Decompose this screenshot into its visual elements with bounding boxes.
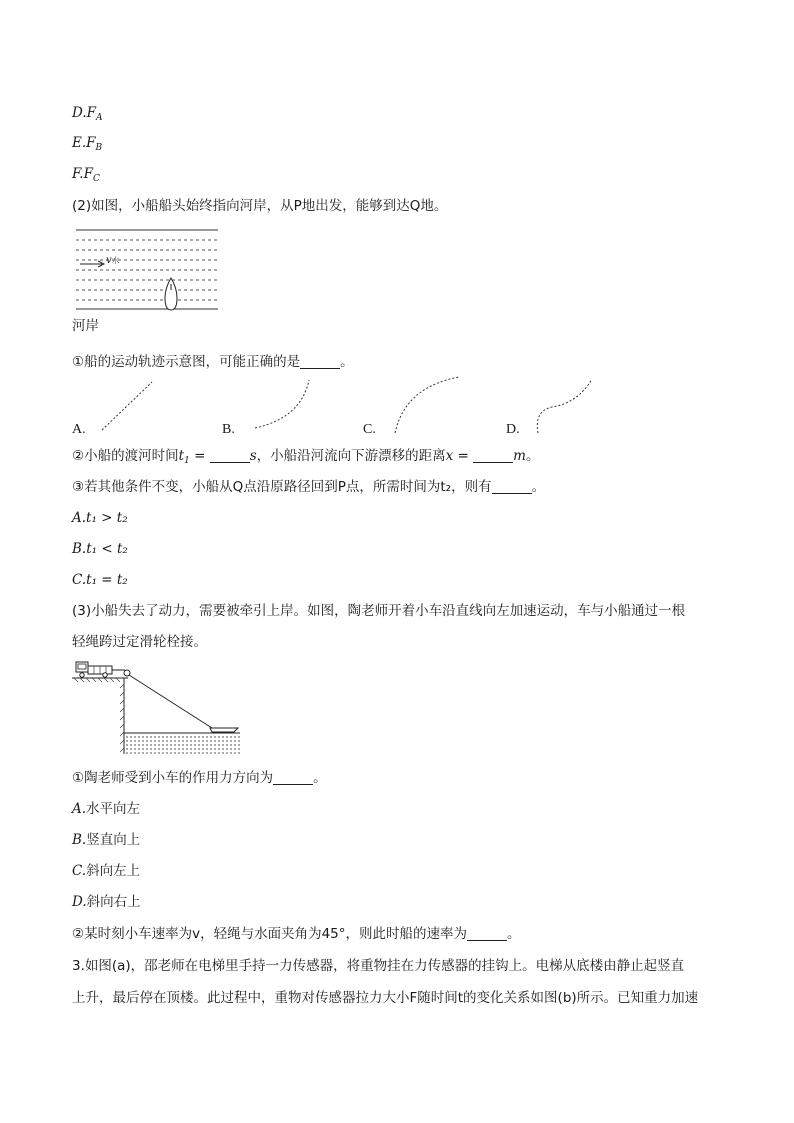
q3-stem-line1: (3)小船失去了动力，需要被牵引上岸。如图，陶老师开着小车沿直线向左加速运动，车与小船通过一根 (72, 603, 686, 619)
q2-sub1 (72, 352, 354, 372)
q2-choice-c[interactable] (72, 570, 128, 590)
choice-text: t₁ = t₂ (86, 572, 128, 588)
current-velocity-label (106, 255, 120, 267)
answer-blank[interactable] (210, 448, 250, 463)
option-var: F (86, 105, 97, 121)
river-figure (76, 226, 222, 312)
eq: = (453, 448, 474, 464)
q3-choice-a[interactable] (72, 799, 140, 819)
q3-sub1 (72, 768, 327, 788)
answer-blank[interactable] (473, 448, 513, 463)
trajectory-a (100, 380, 155, 432)
option-letter: E. (72, 135, 87, 151)
trajectory-c (393, 375, 463, 435)
q2-sub1-text: ①船的运动轨迹示意图，可能正确的是 (72, 354, 301, 370)
traj-label-b: B. (222, 422, 235, 437)
unit-m: m (513, 448, 526, 464)
car-icon (76, 662, 112, 677)
option-letter: F. (72, 166, 84, 182)
unit-s: s (249, 448, 257, 464)
choice-letter: A. (72, 801, 87, 817)
boat-icon (165, 278, 177, 310)
choice-letter: B. (72, 541, 87, 557)
q2-sub1-end: 。 (340, 354, 354, 370)
q2-sub3-end: 。 (531, 479, 546, 495)
river-bank-label: 河岸 (72, 318, 99, 334)
option-d (72, 103, 103, 128)
answer-blank[interactable] (492, 479, 532, 494)
q3-sub1-text: ①陶老师受到小车的作用力方向为 (72, 770, 274, 786)
boat-icon (210, 728, 238, 732)
answer-blank[interactable] (300, 354, 340, 369)
velocity-var: v (106, 255, 112, 266)
q3-sub1-end: 。 (313, 770, 327, 786)
q2-sub3-text: ③若其他条件不变，小船从Q点沿原路径回到P点，所需时间为t₂，则有 (72, 479, 492, 495)
choice-letter: C. (72, 863, 87, 879)
choice-letter: B. (72, 832, 87, 848)
option-sub: A (96, 113, 103, 123)
t-sub: 1 (184, 456, 190, 466)
q2-sub2-text: ②小船的渡河时间 (72, 448, 179, 464)
traj-label-a: A. (72, 422, 86, 437)
q2-sub2-mid: ，小船沿河流向下游漂移的距离 (256, 448, 446, 464)
q3-choice-d[interactable] (72, 892, 141, 912)
q3-stem-line2: 轻绳跨过定滑轮栓接。 (72, 634, 207, 650)
pulley-figure (72, 658, 242, 758)
t-var: t (178, 448, 185, 464)
answer-blank[interactable] (273, 770, 313, 785)
option-letter: D. (72, 105, 87, 121)
q2-sub2-end: 。 (525, 448, 540, 464)
choice-text: 竖直向上 (86, 832, 141, 848)
answer-blank[interactable] (467, 926, 507, 941)
q3-sub2-end: 。 (507, 926, 521, 942)
q2-stem: (2)如图，小船船头始终指向河岸，从P地出发，能够到达Q地。 (72, 198, 448, 214)
q3-sub2-text: ②某时刻小车速率为v，轻绳与水面夹角为45°，则此时船的速率为 (72, 926, 468, 942)
q3-sub2 (72, 924, 521, 944)
choice-text: t₁ < t₂ (86, 541, 128, 557)
choice-text: 水平向左 (86, 801, 141, 817)
choice-letter: A. (72, 510, 87, 526)
choice-text: t₁ > t₂ (86, 510, 128, 526)
q2-choice-a[interactable] (72, 508, 128, 528)
velocity-sub: 水 (111, 256, 120, 265)
option-sub: C (92, 174, 100, 184)
q2-sub2 (72, 446, 539, 471)
trajectory-d (534, 377, 596, 435)
option-var: F (83, 166, 93, 182)
q2-choice-b[interactable] (72, 539, 128, 559)
choice-text: 斜向左上 (86, 863, 141, 879)
q4-line2: 上升，最后停在顶楼。此过程中，重物对传感器拉力大小F随时间t的变化关系如图(b)所示。已知重力加速 (72, 990, 699, 1006)
choice-letter: D. (72, 894, 87, 910)
q4-line1: 3.如图(a)，邵老师在电梯里手持一力传感器，将重物挂在力传感器的挂钩上。电梯从底楼由静止起竖直 (72, 958, 685, 974)
traj-label-d: D. (506, 422, 520, 437)
q2-sub3 (72, 477, 545, 497)
choice-letter: C. (72, 572, 87, 588)
q3-choice-b[interactable] (72, 830, 140, 850)
option-sub: B (95, 143, 103, 153)
option-var: F (86, 135, 96, 151)
eq: = (189, 448, 210, 464)
option-e (72, 133, 102, 158)
traj-label-c: C. (363, 422, 376, 437)
x-var: x (445, 448, 454, 464)
choice-text: 斜向右上 (86, 894, 141, 910)
option-f (72, 164, 100, 189)
q3-choice-c[interactable] (72, 861, 140, 881)
trajectory-b (253, 378, 313, 432)
